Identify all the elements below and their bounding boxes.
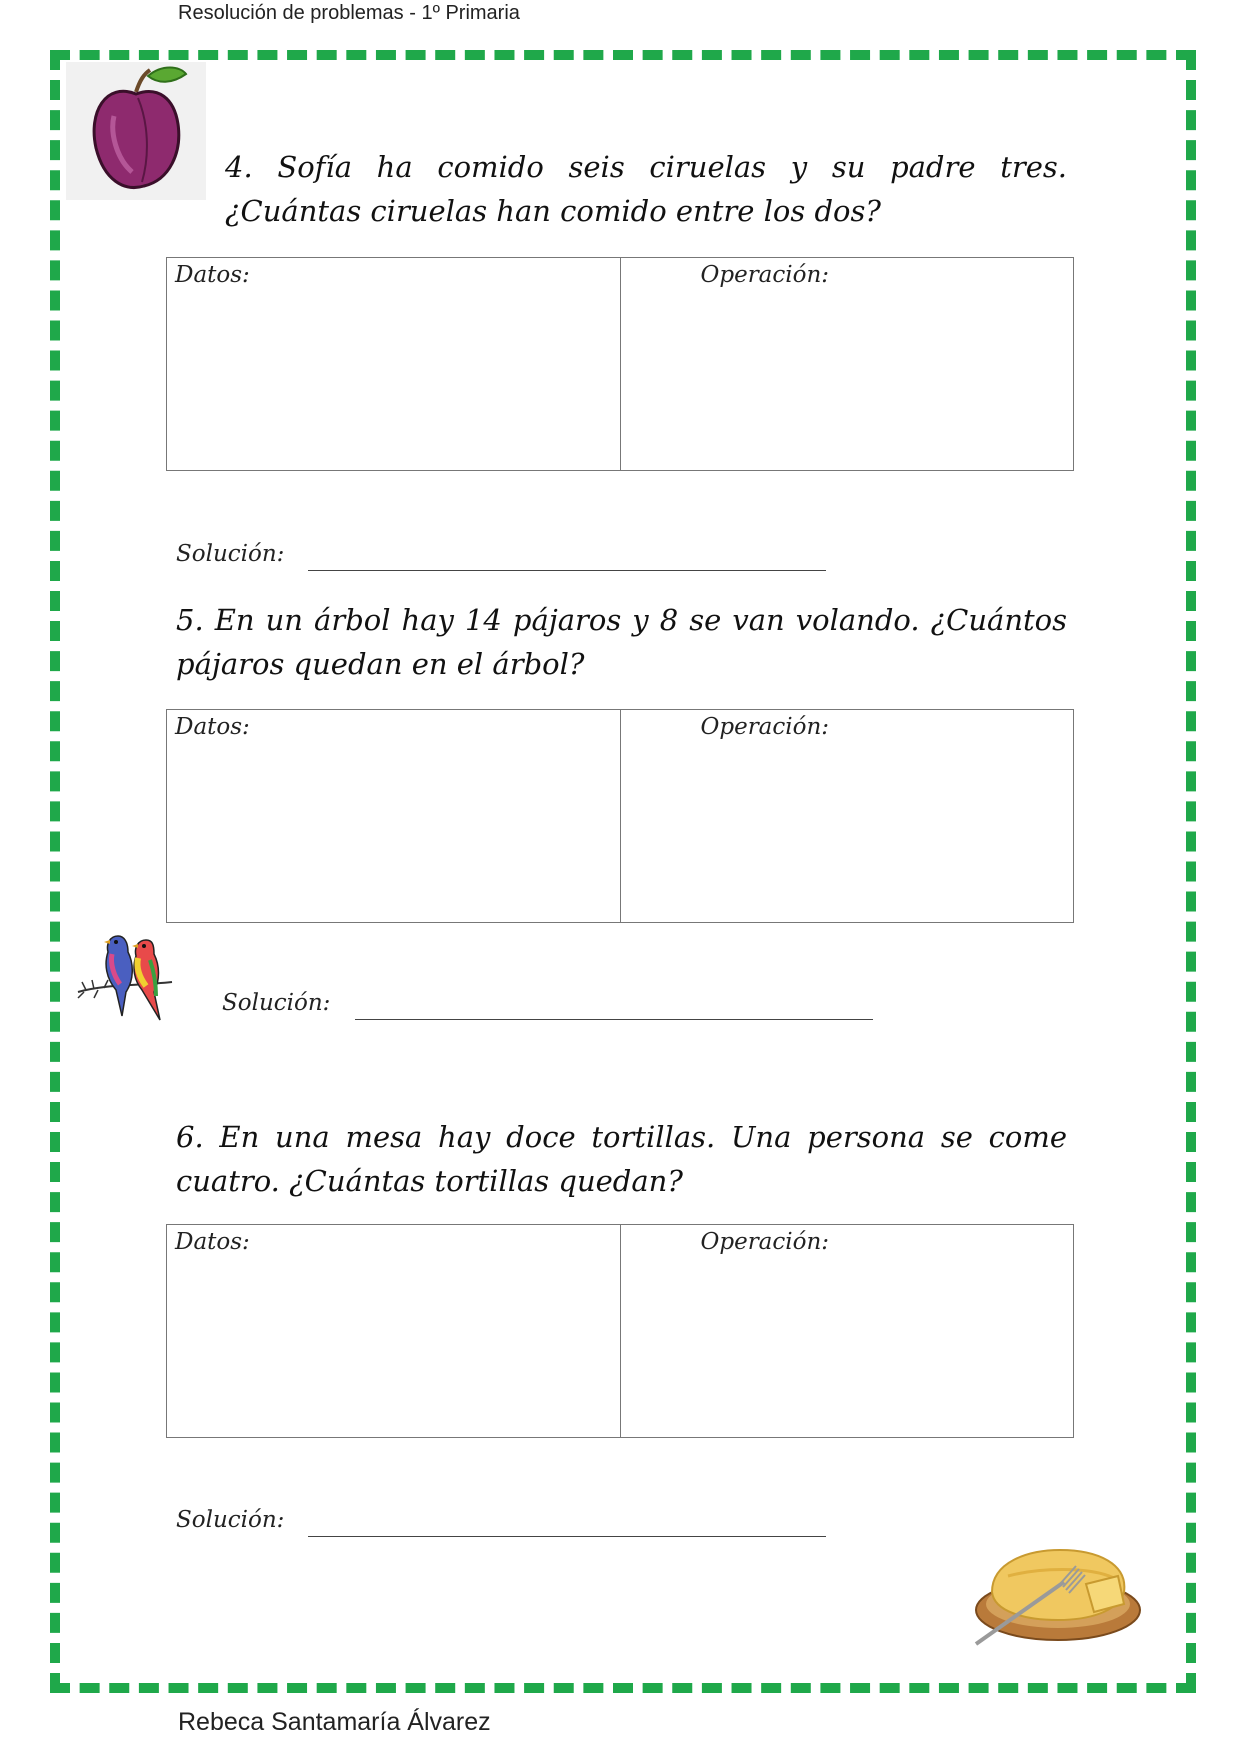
datos-cell[interactable] bbox=[167, 258, 620, 470]
datos-cell[interactable] bbox=[167, 1225, 620, 1437]
operacion-cell[interactable] bbox=[620, 1225, 1074, 1437]
problem-5-solution-line[interactable] bbox=[355, 1019, 873, 1020]
datos-label: Datos: bbox=[175, 1229, 250, 1255]
operacion-label: Operación: bbox=[700, 1229, 830, 1255]
problem-6-solution-label: Solución: bbox=[176, 1507, 285, 1533]
problem-4-answer-box bbox=[166, 257, 1074, 471]
problem-4-solution-label: Solución: bbox=[176, 541, 285, 567]
datos-label: Datos: bbox=[175, 714, 250, 740]
author-footer: Rebeca Santamaría Álvarez bbox=[178, 1708, 491, 1736]
problem-5-text: 5. En un árbol hay 14 pájaros y 8 se van volando. ¿Cuántos pájaros quedan en el árbol? bbox=[176, 603, 1067, 681]
operacion-label: Operación: bbox=[700, 262, 830, 288]
birds-icon bbox=[76, 930, 206, 1026]
problem-5-solution-label: Solución: bbox=[222, 990, 331, 1016]
problem-6-text: 6. En una mesa hay doce tortillas. Una persona se come cuatro. ¿Cuántas tortillas quedan? bbox=[176, 1120, 1067, 1198]
problem-4-solution-line[interactable] bbox=[308, 570, 826, 571]
datos-cell[interactable] bbox=[167, 710, 620, 922]
operacion-cell[interactable] bbox=[620, 258, 1074, 470]
problem-6-answer-box bbox=[166, 1224, 1074, 1438]
datos-label: Datos: bbox=[175, 262, 250, 288]
problem-4-text: 4. Sofía ha comido seis ciruelas y su padre tres. ¿Cuántas ciruelas han comido entre los dos? bbox=[225, 150, 1067, 228]
plum-icon bbox=[66, 62, 206, 200]
problem-6-solution-line[interactable] bbox=[308, 1536, 826, 1537]
operacion-label: Operación: bbox=[700, 714, 830, 740]
problem-5-answer-box bbox=[166, 709, 1074, 923]
tortilla-icon bbox=[968, 1532, 1146, 1650]
page-header: Resolución de problemas - 1º Primaria bbox=[178, 2, 520, 24]
operacion-cell[interactable] bbox=[620, 710, 1074, 922]
